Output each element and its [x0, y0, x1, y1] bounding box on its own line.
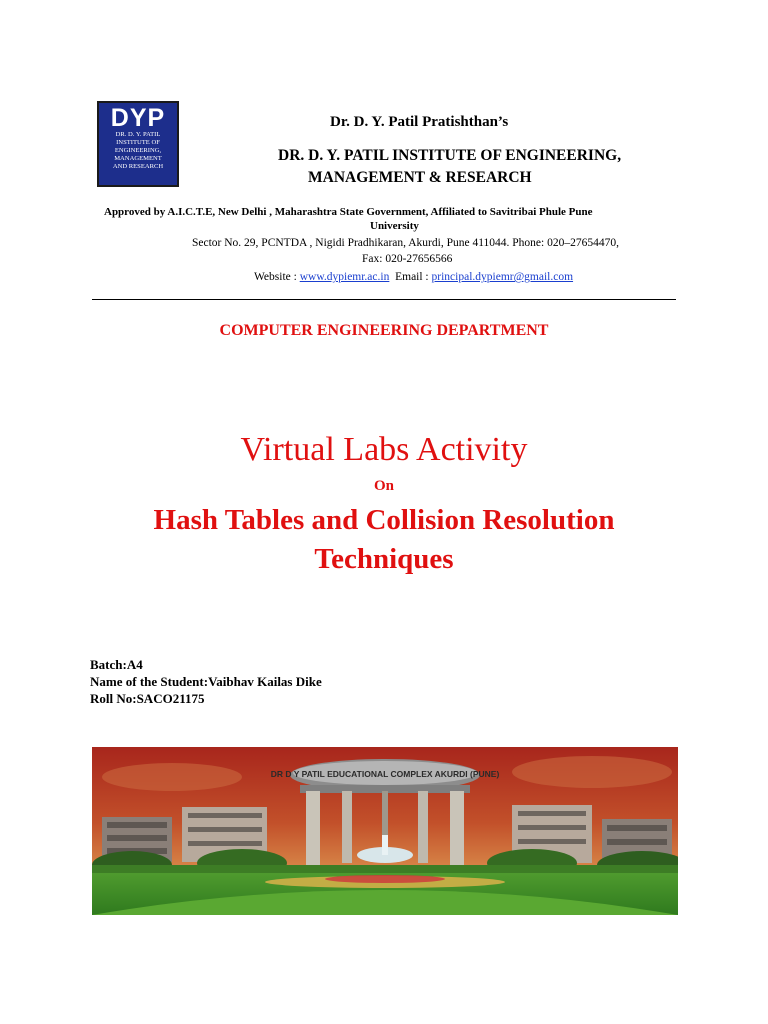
- subject-line1: Hash Tables and Collision Resolution: [153, 504, 615, 536]
- logo-mark: DYP: [110, 104, 166, 132]
- logo-subtext: DR. D. Y. PATIL INSTITUTE OF ENGINEERING, MANAGEMENT AND RESEARCH: [112, 131, 164, 170]
- institute-name-line1: DR. D. Y. PATIL INSTITUTE OF ENGINEERING,: [278, 147, 622, 164]
- department-heading: COMPUTER ENGINEERING DEPARTMENT: [219, 322, 549, 339]
- email-link[interactable]: principal.dypiemr@gmail.com: [431, 271, 574, 283]
- address-line1: Sector No. 29, PCNTDA , Nigidi Pradhikaran, Akurdi, Pune 411044. Phone: 020–27654470,: [192, 237, 619, 249]
- campus-photo: [92, 747, 678, 915]
- arch-sign-text: DR D Y PATIL EDUCATIONAL COMPLEX AKURDI (PUNE): [270, 769, 500, 779]
- organization-name: Dr. D. Y. Patil Pratishthan’s: [330, 114, 509, 130]
- document-title: Virtual Labs Activity: [240, 431, 528, 468]
- document-subject: [0, 501, 768, 579]
- institute-logo: [97, 101, 179, 187]
- approval-line2: University: [370, 220, 419, 232]
- subject-line2: Techniques: [314, 543, 454, 575]
- address-line2: Fax: 020-27656566: [362, 253, 453, 265]
- contact-line: [254, 271, 573, 283]
- student-name: Name of the Student:Vaibhav Kailas Dike: [90, 674, 322, 689]
- institute-name-line2: MANAGEMENT & RESEARCH: [308, 169, 532, 186]
- header-divider: [92, 299, 676, 300]
- batch-info: Batch:A4: [90, 657, 143, 672]
- roll-number: Roll No:SACO21175: [90, 691, 205, 706]
- approval-line1: Approved by A.I.C.T.E, New Delhi , Maharashtra State Government, Affiliated to Savitribai Phule Pune: [104, 206, 593, 218]
- campus-illustration: [92, 747, 678, 915]
- title-connector: On: [373, 478, 394, 494]
- website-link[interactable]: www.dypiemr.ac.in: [299, 271, 390, 283]
- email-label: Email :: [389, 271, 432, 283]
- website-label: Website :: [254, 271, 300, 283]
